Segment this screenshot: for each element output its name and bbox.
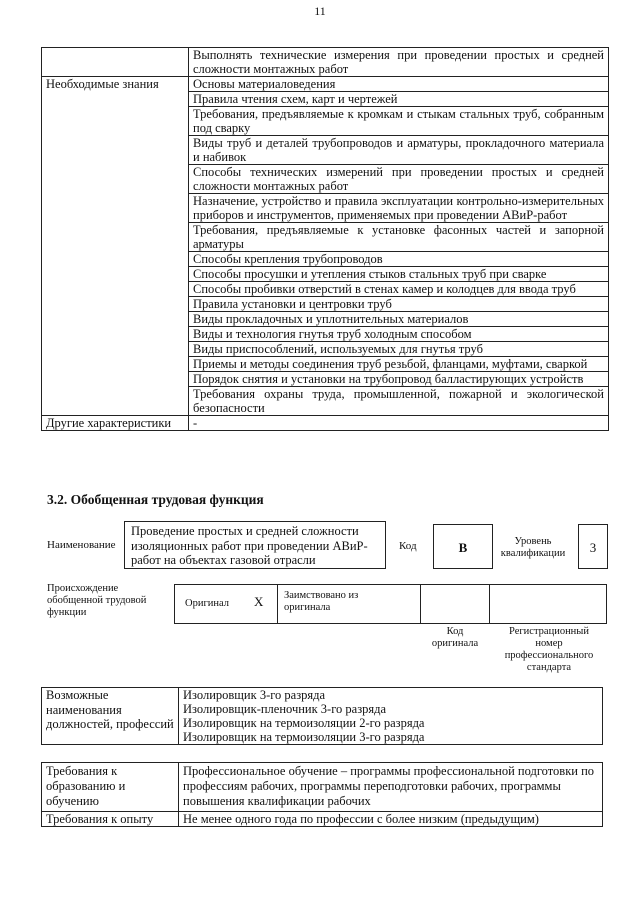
code-value: B	[433, 524, 493, 569]
section-title: 3.2. Обобщенная трудовая функция	[47, 492, 264, 507]
code-caption: Код оригинала	[431, 626, 479, 649]
origin-reg-cell	[489, 584, 607, 624]
code-label: Код	[399, 540, 417, 552]
name-label: Наименование	[47, 539, 116, 551]
knowledge-item: Способы технических измерений при проведении простых и средней сложности монтажных работ	[189, 165, 609, 194]
position-item: Изолировщик на термоизоляции 3-го разряда	[179, 730, 603, 745]
knowledge-item: Назначение, устройство и правила эксплуатации контрольно-измерительных приборов и инструментов, применяемых при проведении АВиР-работ	[189, 194, 609, 223]
education-value: Профессиональное обучение – программы профессиональной подготовки по профессиям рабочих, программы переподготовки рабочих, программы повышения квалификации рабочих	[179, 763, 603, 812]
knowledge-item: Требования охраны труда, промышленной, пожарной и экологической безопасности	[189, 387, 609, 416]
knowledge-item: Правила чтения схем, карт и чертежей	[189, 92, 609, 107]
level-label: Уровень квалификации	[500, 536, 566, 559]
requirements-table	[41, 762, 603, 827]
table-row	[42, 812, 603, 827]
position-item: Изолировщик 3-го разряда	[179, 688, 603, 703]
position-item: Изолировщик на термоизоляции 2-го разряда	[179, 716, 603, 730]
knowledge-item: Виды прокладочных и уплотнительных материалов	[189, 312, 609, 327]
original-label: Оригинал	[185, 598, 229, 609]
origin-code-cell	[420, 584, 490, 624]
other-value: -	[189, 416, 609, 431]
page-number: 11	[314, 4, 326, 18]
table-row	[42, 688, 603, 703]
knowledge-item: Требования, предъявляемые к кромкам и стыкам стальных труб, собранным под сварку	[189, 107, 609, 136]
original-mark: X	[254, 594, 264, 609]
education-label: Требования к образованию и обучению	[42, 763, 179, 812]
other-label: Другие характеристики	[42, 416, 189, 431]
name-value: Проведение простых и средней сложности изоляционных работ при проведении АВиР-работ на объектах газовой отрасли	[124, 521, 386, 569]
experience-label: Требования к опыту	[42, 812, 179, 827]
table-cell: Выполнять технические измерения при проведении простых и средней сложности монтажных работ	[189, 48, 609, 77]
knowledge-item: Виды приспособлений, используемых для гнутья труб	[189, 342, 609, 357]
knowledge-item: Порядок снятия и установки на трубопровод балластирующих устройств	[189, 372, 609, 387]
knowledge-item: Приемы и методы соединения труб резьбой, фланцами, муфтами, сваркой	[189, 357, 609, 372]
knowledge-item: Виды и технология гнутья труб холодным способом	[189, 327, 609, 342]
table-row	[42, 416, 609, 431]
table-cell-empty	[42, 48, 189, 77]
knowledge-item: Способы просушки и утепления стыков стальных труб при сварке	[189, 267, 609, 282]
knowledge-item: Требования, предъявляемые к установке фасонных частей и запорной арматуры	[189, 223, 609, 252]
experience-value: Не менее одного года по профессии с более низким (предыдущим)	[179, 812, 603, 827]
knowledge-table	[41, 47, 609, 431]
table-row	[42, 48, 609, 77]
knowledge-item: Правила установки и центровки труб	[189, 297, 609, 312]
table-row	[42, 77, 609, 92]
level-value: 3	[578, 524, 608, 569]
origin-borrowed-cell	[277, 584, 421, 624]
origin-label: Происхождение обобщенной трудовой функции	[47, 583, 147, 618]
reg-caption: Регистрационный номер профессионального стандарта	[504, 626, 594, 673]
table-row	[42, 763, 603, 812]
knowledge-item: Основы материаловедения	[189, 77, 609, 92]
positions-label: Возможные наименования должностей, профессий	[42, 688, 179, 745]
knowledge-item: Способы крепления трубопроводов	[189, 252, 609, 267]
borrowed-label: Заимствовано из оригинала	[284, 590, 359, 613]
origin-original-cell	[174, 584, 278, 624]
knowledge-item: Виды труб и деталей трубопроводов и арматуры, прокладочного материала и набивок	[189, 136, 609, 165]
knowledge-label: Необходимые знания	[42, 77, 189, 416]
positions-table	[41, 687, 603, 745]
knowledge-item: Способы пробивки отверстий в стенах камер и колодцев для ввода труб	[189, 282, 609, 297]
position-item: Изолировщик-пленочник 3-го разряда	[179, 702, 603, 716]
